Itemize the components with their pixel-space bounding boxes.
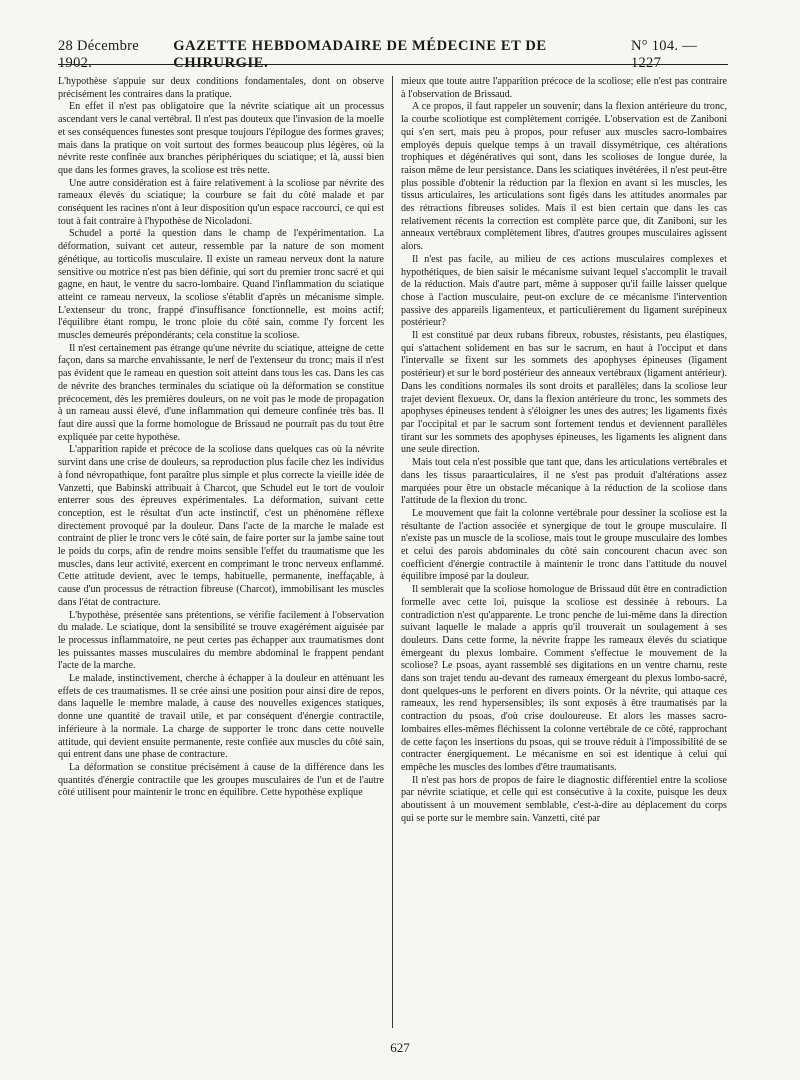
column-divider (392, 76, 393, 1028)
header-rule (58, 64, 728, 65)
paragraph: Le malade, instinctivement, cherche à échapper à la douleur en atténuant les effets de ces traumatismes. Il se crée ainsi une position pour ainsi dire de repos, dans laquelle le membre malade, à cause des nouvelles exigences statiques, donne une quantité de travail utile, et par conséquent d'énergie contractile, inférieure à la normale. La charge de supporter le tronc dans cette nouvelle attitude, qui devient ensuite permanente, reste confiée aux muscles du côté sain, qui entrent dans une phase de contracture. (58, 673, 384, 761)
paragraph: Il n'est pas hors de propos de faire le diagnostic différentiel entre la scoliose par névrite sciatique, et celle qui est consécutive à la coxite, puisque les deux aboutissent à un mouvement semblable, c'est-à-dire au déplacement du corps qui se porte sur le membre sain. Vanzetti, cité par (401, 774, 727, 824)
paragraph: Il semblerait que la scoliose homologue de Brissaud dût être en contradiction formelle avec cette loi, puisque la scoliose est dessinée à rebours. La contradiction n'est qu'apparente. Le tronc penche de lui-même dans la direction suivant laquelle le malade a appris qu'il trouverait un soulagement à ses douleurs. Dans cette forme, la névrite frappe les rameaux élevés du sciatique émergeant du plexus lombaire. Comment s'effectue le mouvement de la scoliose? Le psoas, ayant rassemblé ses digitations en un ventre charnu, reste dans son trajet tendu au-devant des rameaux émergeant du plexus lombo-sacré, dont quelques-uns le perforent en divers points. Or la névrite, qui attaque ces rameaux, les rend hypersensibles; ils sont exposés à être traumatisés par la contraction du psoas, d'où crise douloureuse. Et alors les masses sacro-lombaires elles-mêmes fléchissent la colonne vertébrale de ce côté, rapprochant de cette façon les insertions du psoas, qui se trouve réduit à l'impossibilité de se contracter énergiquement. Le mécanisme en soi est identique à celui qui empêche les muscles des lombes d'être traumatisants. (401, 584, 727, 773)
paragraph: Il est constitué par deux rubans fibreux, robustes, résistants, peu élastiques, qui s'attachent solidement en bas sur le sacrum, en haut à l'occiput et dans l'intervalle se fixent sur les sommets des apophyses épineuses (ligament postérieur) et sur le bord postérieur des anneaux vertébraux (ligament antérieur). Dans les conditions normales ils sont droits et parallèles; dans la scoliose leur trajet devient flexueux. Or, dans la flexion antérieure du tronc, les sommets des apophyses épineuses tendent à s'éloigner les unes des autres; les ligaments fixés par l'occipital et par le sacrum sont fortement tendus et deviennent parallèles tirant sur les sommets des apophyses épineuses, les ligaments les alignent dans une seule direction. (401, 330, 727, 456)
paragraph: L'apparition rapide et précoce de la scoliose dans quelques cas où la névrite survint dans une crise de douleurs, sa reproduction plus facile chez les individus à fond névropathique, font paraître plus simple et plus correcte la vieille idée de Vanzetti, que Babinski attribuait à Charcot, que Schudel eut le tort de vouloir enterrer sous des épreuves expérimentales. La déformation, suivant cette conception, est le résultat d'un acte instinctif, c'est un phénomène réflexe directement provoqué par la douleur. Dans l'acte de la marche le malade est contraint de plier le tronc vers le côté sain, de faire porter sur la jambe saine tout le poids du corps, afin de rendre moins sensible l'effet du traumatisme que les muscles, dans leur activité, exercent en comprimant le tronc nerveux enflammé. Cette attitude devient, avec le temps, habituelle, permanente, ineffaçable, à cause d'un processus de rétraction fibreuse (Charcot), immobilisant les muscles dans l'état de contracture. (58, 444, 384, 608)
paragraph: Une autre considération est à faire relativement à la scoliose par névrite des rameaux élevés du sciatique; la courbure se fait du côté malade et par conséquent les racines n'ont à leur disposition qu'un espace raccourci, ce qui est tout à fait contraire à l'hypothèse de Nicoladoni. (58, 177, 384, 227)
paragraph: mieux que toute autre l'apparition précoce de la scoliose; elle n'est pas contraire à l'observation de Brissaud. (401, 76, 727, 100)
right-column (401, 76, 727, 1038)
paragraph: Le mouvement que fait la colonne vertébrale pour dessiner la scoliose est la résultante de l'action associée et synergique de tout le groupe musculaire. Il n'existe pas un muscle de la scoliose, mais tout le groupe musculaire des lombes et celui des parois abdominales du côté sain concourent chacun avec son coefficient d'énergie contractile à maintenir le tronc dans l'attitude du nouvel équilibre imposé par la douleur. (401, 507, 727, 583)
paragraph: Il n'est certainement pas étrange qu'une névrite du sciatique, atteigne de cette façon, dans sa marche envahissante, le nerf de l'extenseur du tronc; mais il n'est pas évident que le rameau en question soit atteint dans tous les cas. Dans les cas de névrite des branches terminales du sciatique où la déformation se constitue précocement, dès les premières douleurs, on ne voit pas le mode de propagation à un rameau aussi élevé, d'une inflammation qui demeure confinée très bas. Il faut dire aussi que la forme homologue de Brissaud ne pourrait pas du tout être expliquée par cette hypothèse. (58, 342, 384, 443)
paragraph: Mais tout cela n'est possible que tant que, dans les articulations vertébrales et dans les tissus paraarticulaires, il ne s'est pas produit d'altérations assez marquées pour être un obstacle mécanique à la réduction de la scoliose dans l'attitude de la flexion du tronc. (401, 457, 727, 507)
header-date: 28 Décembre 1902. (58, 38, 139, 71)
paragraph: L'hypothèse s'appuie sur deux conditions fondamentales, dont on observe précisément les contraires dans la pratique. (58, 76, 384, 100)
paragraph: Schudel a porté la question dans le champ de l'expérimentation. La déformation, suivant cet auteur, ressemble par la nature de son moment génétique, au torticolis musculaire. Il existe un rameau nerveux dont la nature sensitive ou motrice n'est pas bien définie, qui sort du premier tronc sacré et qui gagne, en haut, le ventre du sacro-lombaire. Quand l'inflammation du sciatique atteint ce rameau nerveux, la scoliose s'établit d'après un mécanisme simple. L'extenseur du tronc, frappé d'insuffisance fonctionnelle, est moins actif; l'équilibre étant rompu, le tronc ploie du côté sain, comme l'y forcent les muscles demeurés prépondérants; cela constitue la scoliose. (58, 228, 384, 342)
header-journal-title: GAZETTE HEBDOMADAIRE DE MÉDECINE ET DE CHIRURGIE. (173, 38, 547, 71)
paragraph: La déformation se constitue précisément à cause de la différence dans les quantités d'énergie contractile que les groupes musculaires de l'un et de l'autre côté utilisent pour maintenir le tronc en équilibre. Cette hypothèse explique (58, 761, 384, 799)
left-column (58, 76, 384, 1038)
paragraph: En effet il n'est pas obligatoire que la névrite sciatique ait un processus ascendant vers le canal vertébral. Il n'est pas douteux que l'invasion de la moelle et ses conséquences funestes sont presque toujours l'épilogue des formes graves; mais dans la pratique on voit surtout des formes beaucoup plus légères, où la névrite reste confinée aux branches périphériques du sciatique; et là, aussi bien que dans les formes graves, la scoliose est très nette. (58, 101, 384, 176)
page-number: 627 (390, 1040, 410, 1055)
running-header (58, 38, 728, 71)
paragraph: Il n'est pas facile, au milieu de ces actions musculaires complexes et hypothétiques, de bien saisir le mécanisme suivant lequel s'accomplit le travail de la réduction. Mais d'autre part, même à supposer qu'il faille laisser quelque chose à l'action musculaire, peut-on exclure de ce mécanisme l'intervention passive des appareils ligamenteux, et particulièrement du ligament surépineux postérieur? (401, 253, 727, 329)
header-issue-number: N° 104. — 1227 (630, 38, 698, 71)
paragraph: L'hypothèse, présentée sans prétentions, se vérifie facilement à l'observation du malade. Le sciatique, dont la sensibilité se trouve exagérément aiguisée par le processus inflammatoire, ne peut certes pas échapper aux traumatismes dont les puissantes masses musculaires du membre abdominal le frappent pendant l'acte de la marche. (58, 609, 384, 672)
paragraph: A ce propos, il faut rappeler un souvenir; dans la flexion antérieure du tronc, la courbe scoliotique est complètement corrigée. L'observation est de Zaniboni qui s'en sert, mais peu à propos, pour refuser aux muscles sacro-lombaires employés depuis quelque temps à un travail dissymétrique, ces altérations trophiques et dégénératives qui sont, dans les scolioses de longue durée, la raison même de leur persistance. Dans les sciatiques invétérées, il n'est peut-être plus possible d'obtenir la réduction par la flexion en avant si les muscles, les tissus articulaires, les articulations sont figés dans les attitudes anormales par des rétractions fibreuses solides. Mais il est bien certain que dans les cas relativement récents la correction est complète parce que, dit Zaniboni, sur les anneaux vertébraux complètement libres, d'autres groupes musculaires agissent alors. (401, 101, 727, 253)
